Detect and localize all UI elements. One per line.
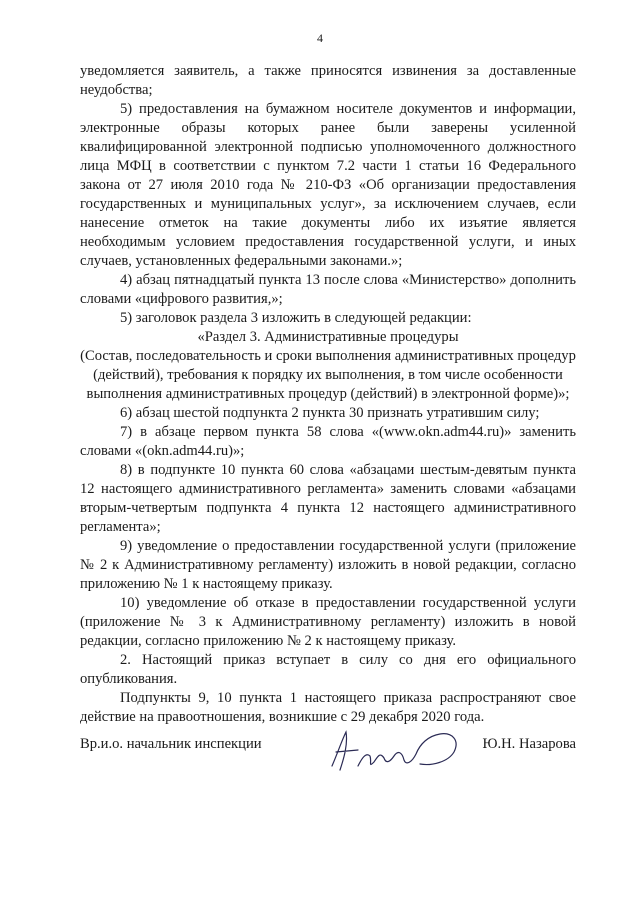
paragraph-clause-2: 2. Настоящий приказ вступает в силу со дня его официального опубликования. bbox=[80, 652, 576, 687]
section-title-subtitle: (Состав, последовательность и сроки выполнения административных процедур (действий), требования к порядку их выполнения, в том числе особенности выполнения административных процедур (действий) в электронной форме)»; bbox=[80, 348, 576, 402]
signatory-position: Вр.и.о. начальник инспекции bbox=[80, 736, 262, 752]
signature-block bbox=[80, 736, 576, 786]
section-title-line: «Раздел 3. Административные процедуры bbox=[197, 329, 459, 345]
paragraph-item-10: 10) уведомление об отказе в предоставлении государственной услуги (приложение № 3 к Административному регламенту) изложить в новой редакции, согласно приложению № 2 к настоящему приказу. bbox=[80, 595, 576, 649]
paragraph-item-5-paper-docs: 5) предоставления на бумажном носителе документов и информации, электронные образы которых ранее были заверены усиленной квалифицированной электронной подписью уполномоченного должностного лица МФЦ в соответствии с пунктом 7.2 части 1 статьи 16 Федерального закона от 27 июля 2010 года № 210-ФЗ «Об организации предоставления государственных и муниципальных услуг», за исключением случаев, если нанесение отметок на такие документы либо их изъятие является необходимым условием предоставления государственной услуги, и иных случаев, установленных федеральными законами.»; bbox=[80, 101, 576, 269]
paragraph-item-6: 6) абзац шестой подпункта 2 пункта 30 признать утратившим силу; bbox=[120, 405, 540, 421]
paragraph-item-7: 7) в абзаце первом пункта 58 слова «(www.okn.adm44.ru)» заменить словами «(okn.adm44.ru)»; bbox=[80, 424, 576, 459]
paragraph-continuation: уведомляется заявитель, а также приносятся извинения за доставленные неудобства; bbox=[80, 63, 576, 98]
paragraph-item-5-heading: 5) заголовок раздела 3 изложить в следующей редакции: bbox=[120, 310, 472, 326]
document-body bbox=[80, 62, 576, 727]
signatory-name: Ю.Н. Назарова bbox=[482, 736, 576, 752]
paragraph-item-8: 8) в подпункте 10 пункта 60 слова «абзацами шестым-девятым пункта 12 настоящего административного регламента» заменить словами «абзацами вторым-четвертым подпункта 4 пункта 12 настоящего административного регламента»; bbox=[80, 462, 576, 535]
paragraph-item-9: 9) уведомление о предоставлении государственной услуги (приложение № 2 к Административному регламенту) изложить в новой редакции, согласно приложению № 1 к настоящему приказу. bbox=[80, 538, 576, 592]
handwritten-signature bbox=[324, 722, 474, 782]
paragraph-clause-effect: Подпункты 9, 10 пункта 1 настоящего приказа распространяют свое действие на правоотношения, возникшие с 29 декабря 2020 года. bbox=[80, 690, 576, 725]
paragraph-item-4-abzac: 4) абзац пятнадцатый пункта 13 после слова «Министерство» дополнить словами «цифрового развития,»; bbox=[80, 272, 576, 307]
page-number: 4 bbox=[317, 31, 323, 45]
